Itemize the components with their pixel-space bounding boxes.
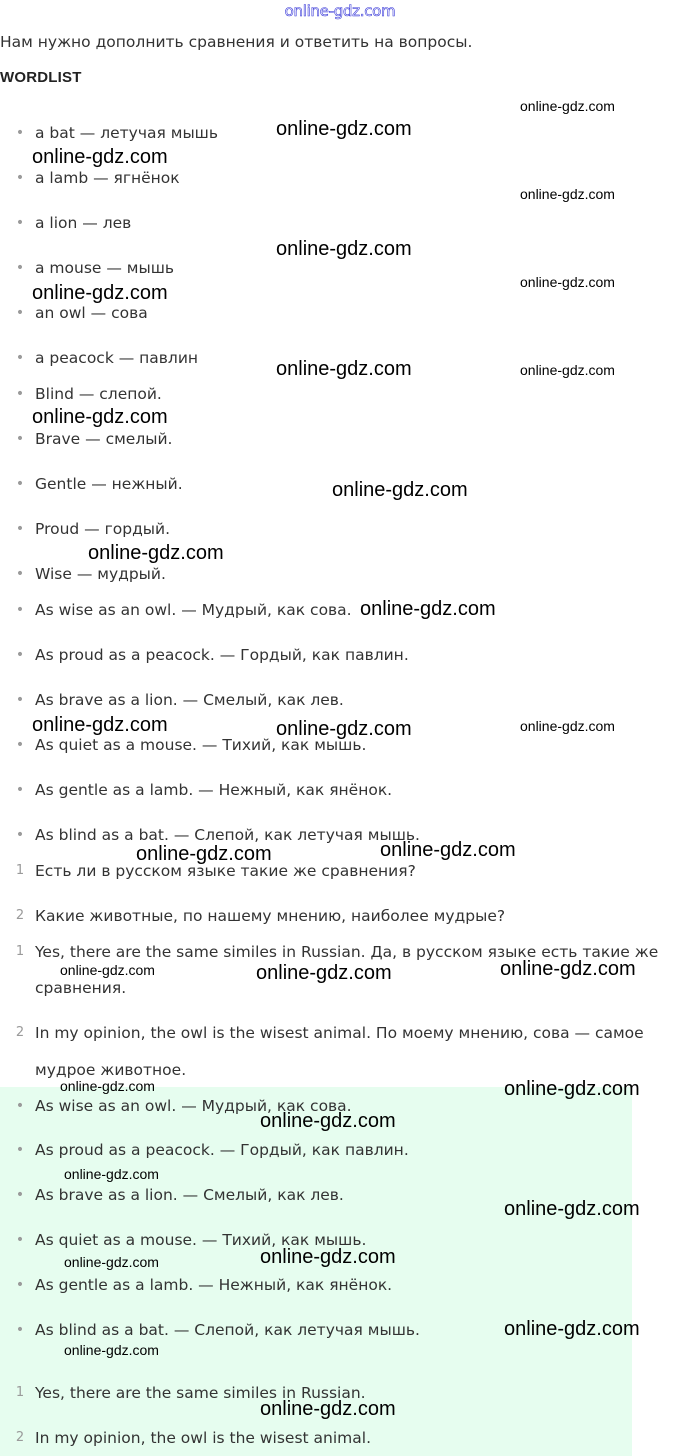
watermark: online-gdz.com bbox=[276, 118, 412, 140]
watermark: online-gdz.com bbox=[136, 843, 272, 865]
bullet-icon: • bbox=[15, 1187, 25, 1203]
watermark: online-gdz.com bbox=[64, 1342, 159, 1358]
bullet-icon: • bbox=[15, 602, 25, 618]
bullet-icon: • bbox=[15, 1322, 25, 1338]
watermark: online-gdz.com bbox=[500, 958, 636, 980]
watermark: online-gdz.com bbox=[332, 479, 468, 501]
intro-text: Нам нужно дополнить сравнения и ответить на вопросы. bbox=[0, 33, 473, 51]
watermark: online-gdz.com bbox=[32, 282, 168, 304]
watermark: online-gdz.com bbox=[64, 1166, 159, 1182]
watermark: online-gdz.com bbox=[32, 714, 168, 736]
watermark: online-gdz.com bbox=[520, 718, 615, 734]
bullet-icon: • bbox=[15, 782, 25, 798]
watermark: online-gdz.com bbox=[276, 238, 412, 260]
watermark: online-gdz.com bbox=[260, 1398, 396, 1420]
watermark: online-gdz.com bbox=[504, 1198, 640, 1220]
bullet-icon: • bbox=[15, 1277, 25, 1293]
bullet-icon: • bbox=[15, 170, 25, 186]
watermark: online-gdz.com bbox=[64, 1254, 159, 1270]
bullet-icon: • bbox=[15, 1142, 25, 1158]
watermark: online-gdz.com bbox=[32, 146, 168, 168]
bullet-icon: • bbox=[15, 692, 25, 708]
watermark: online-gdz.com bbox=[520, 274, 615, 290]
watermark: online-gdz.com bbox=[520, 362, 615, 378]
bullet-icon: • bbox=[15, 431, 25, 447]
bullet-icon: • bbox=[15, 1232, 25, 1248]
bullet-icon: • bbox=[15, 1098, 25, 1114]
bullet-icon: • bbox=[15, 305, 25, 321]
bullet-icon: • bbox=[15, 737, 25, 753]
bullet-icon: • bbox=[15, 350, 25, 366]
watermark: online-gdz.com bbox=[276, 358, 412, 380]
watermark: online-gdz.com bbox=[276, 718, 412, 740]
watermark: online-gdz.com bbox=[88, 542, 224, 564]
watermark: online-gdz.com bbox=[504, 1318, 640, 1340]
watermark: online-gdz.com bbox=[32, 406, 168, 428]
bullet-icon: • bbox=[15, 215, 25, 231]
watermark: online-gdz.com bbox=[60, 1078, 155, 1094]
wordlist-heading: WORDLIST bbox=[0, 69, 82, 86]
bullet-icon: • bbox=[15, 827, 25, 843]
watermark: online-gdz.com bbox=[260, 1110, 396, 1132]
bullet-icon: • bbox=[15, 521, 25, 537]
bullet-icon: • bbox=[15, 386, 25, 402]
bullet-icon: • bbox=[15, 125, 25, 141]
watermark: online-gdz.com bbox=[260, 1246, 396, 1268]
watermark: online-gdz.com bbox=[520, 186, 615, 202]
top-watermark: online-gdz.com bbox=[284, 2, 396, 20]
bullet-icon: • bbox=[15, 566, 25, 582]
watermark: online-gdz.com bbox=[520, 98, 615, 114]
watermark: online-gdz.com bbox=[60, 962, 155, 978]
watermark: online-gdz.com bbox=[360, 598, 496, 620]
bullet-icon: • bbox=[15, 647, 25, 663]
watermark: online-gdz.com bbox=[256, 962, 392, 984]
bullet-icon: • bbox=[15, 476, 25, 492]
watermark: online-gdz.com bbox=[380, 839, 516, 861]
watermark: online-gdz.com bbox=[504, 1078, 640, 1100]
bullet-icon: • bbox=[15, 260, 25, 276]
